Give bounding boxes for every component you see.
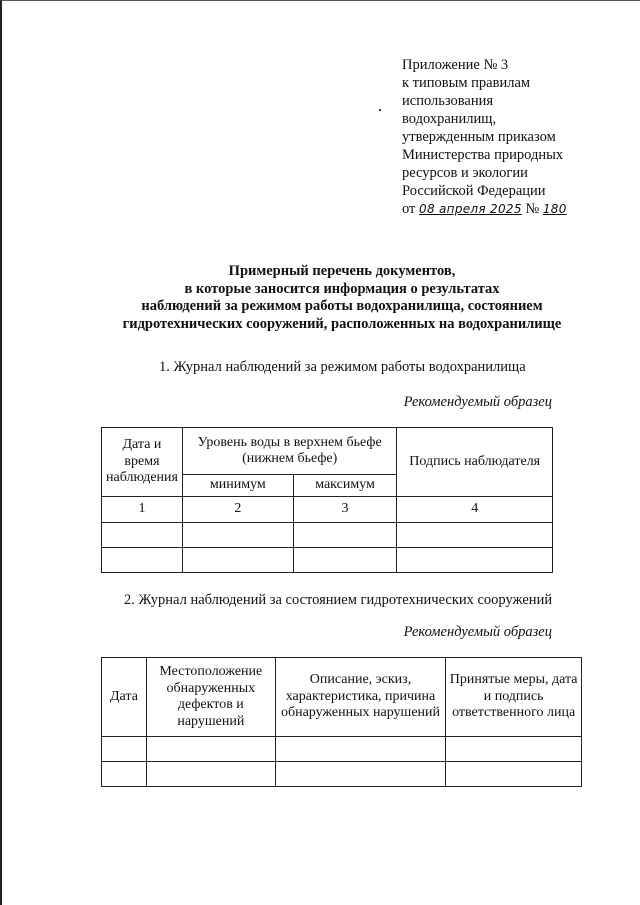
recommended-sample-label: Рекомендуемый образец [403,624,552,640]
appendix-line: утвержденным приказом [402,129,556,145]
table-row [102,762,582,787]
empty-cell [182,548,293,573]
empty-cell [146,762,275,787]
appendix-line: использования [402,93,494,109]
observation-journal-table [101,427,553,573]
empty-cell [293,548,397,573]
header-minimum: минимум [182,475,293,497]
table-row [102,523,553,548]
column-number-row [102,497,553,523]
title-line: гидротехнических сооружений, расположенных на водохранилище [122,315,562,332]
header-maximum: максимум [293,475,397,497]
appendix-line: Российской Федерации [402,183,546,199]
header-date-time: Дата и время наблюдения [102,428,183,497]
empty-cell [275,737,446,762]
column-number: 4 [397,497,553,523]
header-water-level: Уровень воды в верхнем бьефе (нижнем бьефе) [182,428,396,475]
empty-cell [446,737,582,762]
appendix-line: водохранилищ, [402,111,497,127]
empty-cell [102,523,183,548]
empty-cell [275,762,446,787]
section-2-heading: 2. Журнал наблюдений за состоянием гидротехнических сооружений [124,592,553,608]
column-number: 1 [102,497,183,523]
empty-cell [102,762,147,787]
table-row [102,737,582,762]
empty-cell [102,548,183,573]
column-number: 3 [293,497,397,523]
appendix-line: Приложение № 3 [402,57,509,73]
table-row [102,548,553,573]
empty-cell [397,523,553,548]
empty-cell [397,548,553,573]
column-number: 2 [182,497,293,523]
title-line: в которые заносится информация о результатах [184,280,500,297]
appendix-line: ресурсов и экологии [402,165,528,181]
empty-cell [146,737,275,762]
ink-dot [379,109,381,111]
order-date-number [402,200,622,218]
empty-cell [446,762,582,787]
empty-cell [182,523,293,548]
appendix-line: к типовым правилам [402,75,531,91]
recommended-sample-label: Рекомендуемый образец [403,394,552,410]
header-observer-signature: Подпись наблюдателя [397,428,553,497]
appendix-line: Министерства природных [402,147,564,163]
header-date: Дата [102,658,147,737]
header-defect-location: Местоположение обнаруженных дефектов и нарушений [146,658,275,737]
title-line: наблюдений за режимом работы водохранилища, состоянием [141,298,543,314]
header-measures-taken: Принятые меры, дата и подпись ответственного лица [446,658,582,737]
handwritten-number: 180 [542,202,567,216]
document-title [102,263,582,333]
header-description: Описание, эскиз, характеристика, причина обнаруженных нарушений [275,658,446,737]
title-line: Примерный перечень документов, [228,263,456,279]
handwritten-date: 08 апреля 2025 [419,202,522,216]
appendix-block [402,56,622,218]
structures-journal-table [101,657,582,787]
empty-cell [102,737,147,762]
empty-cell [293,523,397,548]
from-label: от [402,201,416,217]
number-label: № [525,201,540,217]
section-1-heading: 1. Журнал наблюдений за режимом работы водохранилища [159,359,526,375]
